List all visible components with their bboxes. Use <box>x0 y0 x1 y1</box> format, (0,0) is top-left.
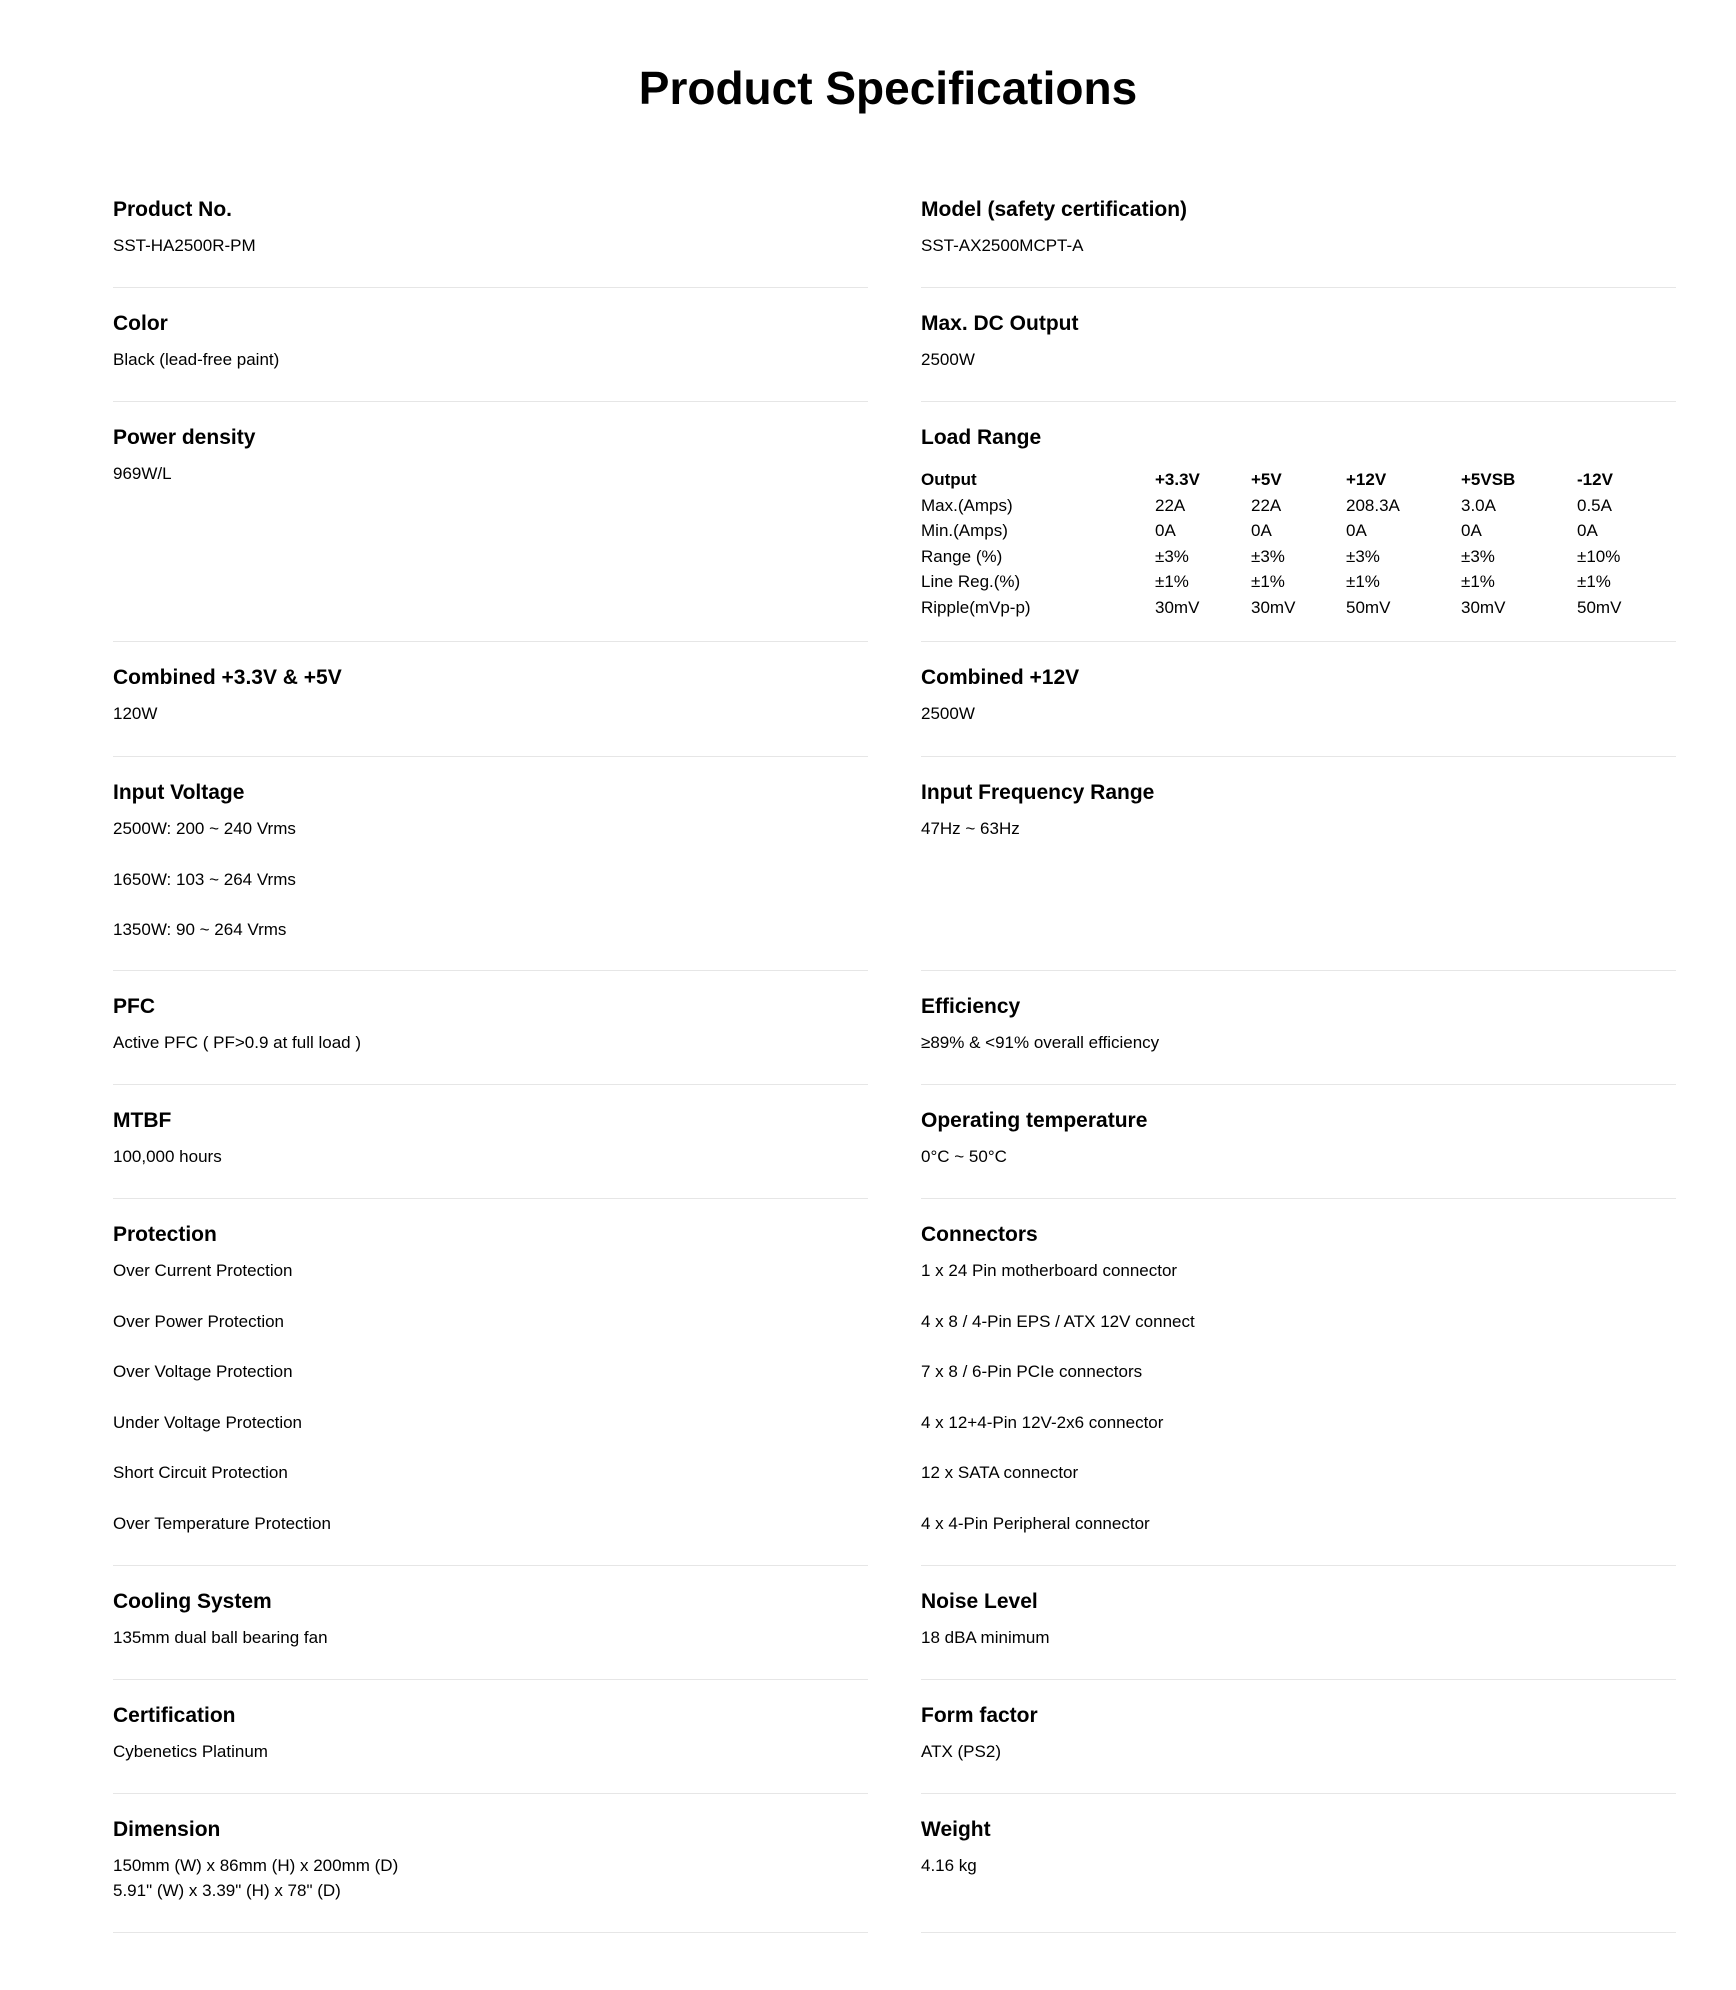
spec-input-voltage <box>113 780 868 939</box>
spec-label: MTBF <box>113 1109 172 1132</box>
spec-label: Combined +12V <box>921 666 1080 689</box>
spec-form-factor <box>921 1703 1676 1761</box>
spec-certification <box>113 1703 868 1761</box>
row-divider <box>113 1932 868 1933</box>
load-range-cell: 0A <box>1577 521 1598 540</box>
spec-value: 100,000 hours <box>113 1147 222 1166</box>
spec-efficiency <box>921 994 1676 1052</box>
spec-label: Load Range <box>921 426 1042 449</box>
load-range-cell: ±3% <box>1461 546 1495 566</box>
load-range-cell: Max.(Amps) <box>921 495 1013 515</box>
load-range-cell: 30mV <box>1155 597 1200 617</box>
spec-value: Active PFC ( PF>0.9 at full load ) <box>113 1033 362 1052</box>
load-range-cell: ±10% <box>1577 546 1621 566</box>
spec-value: 150mm (W) x 86mm (H) x 200mm (D) <box>113 1856 399 1875</box>
load-range-header-cell: +3.3V <box>1155 470 1200 489</box>
load-range-cell: 22A <box>1251 495 1282 515</box>
load-range-cell: ±3% <box>1155 546 1189 566</box>
spec-value: SST-AX2500MCPT-A <box>921 236 1084 255</box>
row-divider <box>921 641 1676 642</box>
load-range-cell: ±1% <box>1346 572 1380 591</box>
load-range-header-cell: -12V <box>1577 470 1613 489</box>
load-range-cell: ±1% <box>1577 572 1611 591</box>
spec-label: Model (safety certification) <box>921 198 1188 221</box>
row-divider <box>921 1198 1676 1199</box>
load-range-cell: ±1% <box>1155 572 1189 591</box>
spec-value: Cybenetics Platinum <box>113 1742 268 1761</box>
spec-protection <box>113 1222 868 1533</box>
load-range-header-cell: +12V <box>1346 470 1387 489</box>
load-range-cell: 30mV <box>1251 597 1296 617</box>
spec-label: Noise Level <box>921 1590 1038 1613</box>
row-divider <box>113 1198 868 1199</box>
load-range-cell: Min.(Amps) <box>921 521 1008 540</box>
row-divider <box>113 641 868 642</box>
spec-value: 1 x 24 Pin motherboard connector <box>921 1261 1178 1280</box>
spec-power-density <box>113 425 868 483</box>
spec-value: 4 x 4-Pin Peripheral connector <box>921 1513 1150 1533</box>
row-divider <box>113 1679 868 1680</box>
spec-label: Dimension <box>113 1818 221 1841</box>
load-range-cell: 208.3A <box>1346 495 1400 515</box>
spec-combined-12v <box>921 665 1676 723</box>
spec-noise-level <box>921 1589 1676 1647</box>
spec-value: 4.16 kg <box>921 1856 977 1875</box>
spec-label: Input Voltage <box>113 781 245 804</box>
spec-value: Over Voltage Protection <box>113 1362 293 1381</box>
load-range-table <box>921 467 1676 627</box>
spec-connectors <box>921 1222 1676 1533</box>
row-divider <box>113 1793 868 1794</box>
row-divider <box>921 287 1676 288</box>
load-range-cell: Range (%) <box>921 546 1003 566</box>
spec-value: 7 x 8 / 6-Pin PCIe connectors <box>921 1362 1143 1381</box>
load-range-header-cell: +5V <box>1251 470 1282 489</box>
spec-dimension <box>113 1817 868 1900</box>
spec-value: ≥89% & <91% overall efficiency <box>921 1033 1160 1052</box>
row-divider <box>921 401 1676 402</box>
spec-label: PFC <box>113 995 155 1018</box>
row-divider <box>113 756 868 757</box>
spec-cooling-system <box>113 1589 868 1647</box>
load-range-cell: ±1% <box>1251 572 1285 591</box>
spec-model-safety-certification <box>921 197 1676 255</box>
spec-label: Max. DC Output <box>921 312 1079 335</box>
spec-product-no <box>113 197 868 255</box>
spec-label: Color <box>113 312 168 335</box>
page-title: Product Specifications <box>638 62 1138 114</box>
spec-weight <box>921 1817 1676 1875</box>
spec-value: 4 x 8 / 4-Pin EPS / ATX 12V connect <box>921 1311 1195 1331</box>
row-divider <box>113 970 868 971</box>
spec-value: 47Hz ~ 63Hz <box>921 819 1020 838</box>
spec-value: 4 x 12+4-Pin 12V-2x6 connector <box>921 1412 1164 1432</box>
spec-value: Over Power Protection <box>113 1311 285 1331</box>
row-divider <box>113 1565 868 1566</box>
load-range-cell: 0A <box>1155 521 1176 540</box>
spec-value: 969W/L <box>113 464 172 483</box>
spec-mtbf <box>113 1108 868 1166</box>
spec-value: Black (lead-free paint) <box>113 350 280 369</box>
spec-color <box>113 311 868 369</box>
row-divider <box>921 1084 1676 1085</box>
spec-pfc <box>113 994 868 1052</box>
spec-label: Connectors <box>921 1223 1038 1246</box>
spec-value: 2500W <box>921 704 975 723</box>
row-divider <box>921 1793 1676 1794</box>
load-range-cell: 0A <box>1346 521 1367 540</box>
spec-label: Input Frequency Range <box>921 781 1155 804</box>
spec-value: 12 x SATA connector <box>921 1463 1079 1482</box>
load-range-cell: 50mV <box>1577 597 1622 617</box>
spec-value: 18 dBA minimum <box>921 1628 1050 1647</box>
spec-max-dc-output <box>921 311 1676 369</box>
spec-value: SST-HA2500R-PM <box>113 236 256 255</box>
load-range-cell: ±3% <box>1346 546 1380 566</box>
load-range-cell: ±3% <box>1251 546 1285 566</box>
load-range-header-cell: Output <box>921 470 977 489</box>
spec-value: 120W <box>113 704 158 723</box>
spec-value: 2500W: 200 ~ 240 Vrms <box>113 819 296 838</box>
spec-input-frequency-range <box>921 780 1676 838</box>
spec-label: Cooling System <box>113 1590 272 1613</box>
row-divider <box>921 970 1676 971</box>
row-divider <box>113 401 868 402</box>
spec-value: 0°C ~ 50°C <box>921 1147 1007 1166</box>
spec-label: Weight <box>921 1818 991 1841</box>
spec-label: Product No. <box>113 198 232 221</box>
load-range-cell: Ripple(mVp-p) <box>921 597 1031 617</box>
spec-label: Form factor <box>921 1704 1038 1727</box>
load-range-cell: 3.0A <box>1461 495 1496 515</box>
spec-label: Power density <box>113 426 256 449</box>
spec-value: 5.91" (W) x 3.39" (H) x 78" (D) <box>113 1881 341 1900</box>
spec-value: 135mm dual ball bearing fan <box>113 1628 328 1647</box>
load-range-cell: 30mV <box>1461 597 1506 617</box>
spec-load-range <box>921 425 1676 451</box>
spec-value: 1650W: 103 ~ 264 Vrms <box>113 869 296 889</box>
row-divider <box>921 756 1676 757</box>
row-divider <box>113 287 868 288</box>
load-range-cell: 0A <box>1251 521 1272 540</box>
load-range-cell: ±1% <box>1461 572 1495 591</box>
load-range-cell: 22A <box>1155 495 1186 515</box>
spec-label: Certification <box>113 1704 236 1727</box>
spec-label: Protection <box>113 1223 217 1246</box>
spec-combined-3-3v-5v <box>113 665 868 723</box>
spec-value: Short Circuit Protection <box>113 1463 288 1482</box>
load-range-cell: Line Reg.(%) <box>921 572 1021 591</box>
row-divider <box>921 1932 1676 1933</box>
load-range-header-cell: +5VSB <box>1461 470 1516 489</box>
spec-operating-temperature <box>921 1108 1676 1166</box>
spec-label: Efficiency <box>921 995 1021 1018</box>
row-divider <box>921 1565 1676 1566</box>
spec-value: 1350W: 90 ~ 264 Vrms <box>113 920 287 939</box>
row-divider <box>921 1679 1676 1680</box>
row-divider <box>113 1084 868 1085</box>
load-range-cell: 0.5A <box>1577 495 1612 515</box>
load-range-cell: 50mV <box>1346 597 1391 617</box>
spec-value: Under Voltage Protection <box>113 1412 303 1432</box>
spec-value: Over Current Protection <box>113 1261 293 1280</box>
spec-value: 2500W <box>921 350 975 369</box>
spec-value: ATX (PS2) <box>921 1742 1001 1761</box>
load-range-cell: 0A <box>1461 521 1482 540</box>
spec-value: Over Temperature Protection <box>113 1513 331 1533</box>
spec-label: Operating temperature <box>921 1109 1148 1132</box>
spec-label: Combined +3.3V & +5V <box>113 666 342 689</box>
